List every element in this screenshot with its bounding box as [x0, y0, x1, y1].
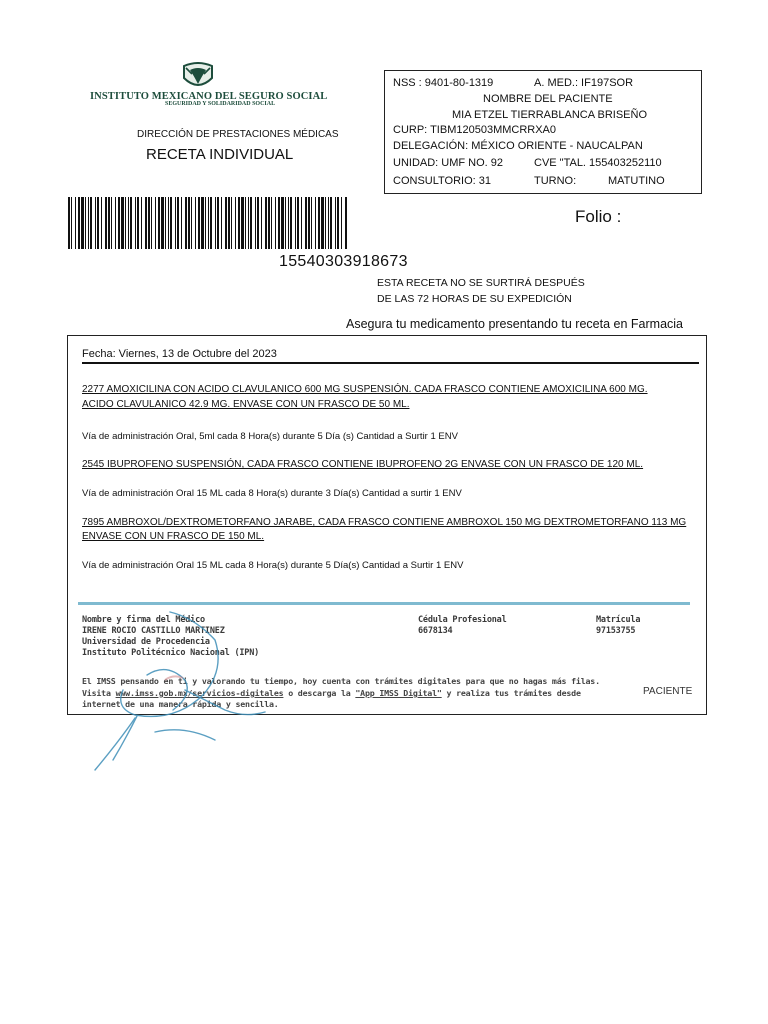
barcode-bar — [125, 197, 126, 249]
patient-name-label: NOMBRE DEL PACIENTE — [483, 93, 613, 105]
date-divider — [82, 362, 699, 364]
medication-2-instructions: Vía de administración Oral 15 ML cada 8 Hora(s) durante 3 Día(s) Cantidad a surtir 1 ENV — [82, 488, 462, 499]
barcode-bar — [108, 197, 110, 249]
curp-field: CURP: TIBM120503MMCRRXA0 — [393, 124, 557, 136]
barcode-bar — [191, 197, 192, 249]
barcode-bar — [97, 197, 99, 249]
unidad-field: UNIDAD: UMF NO. 92 — [393, 157, 504, 169]
imss-services-link[interactable]: www.imss.gob.mx/servicios-digitales — [115, 688, 284, 698]
barcode-bar — [278, 197, 280, 249]
institution-name: INSTITUTO MEXICANO DEL SEGURO SOCIAL — [90, 91, 328, 102]
barcode-bar — [85, 197, 86, 249]
barcode-bar — [137, 197, 139, 249]
barcode-bar — [257, 197, 259, 249]
digital-services-line3: internet de una manera rápida y sencilla. — [82, 699, 279, 709]
barcode-bar — [341, 197, 342, 249]
folio-number: 15540303918673 — [279, 253, 408, 270]
handwritten-signature — [75, 600, 275, 775]
barcode-bar — [250, 197, 252, 249]
barcode-bar — [78, 197, 80, 249]
barcode-bar — [95, 197, 96, 249]
barcode-bar — [311, 197, 312, 249]
barcode-bar — [201, 197, 204, 249]
barcode-bar — [337, 197, 339, 249]
medication-1-line2: ACIDO CLAVULANICO 42.9 MG. ENVASE CON UN FRASCO DE 50 ML. — [82, 399, 410, 410]
doctor-signature-label: Nombre y firma del Médico — [82, 615, 205, 625]
barcode-bar — [88, 197, 89, 249]
cve-field: CVE "TAL. 155403252110 — [534, 157, 662, 169]
barcode-bar — [238, 197, 240, 249]
matricula-label: Matrícula — [596, 615, 641, 625]
patient-info-box — [384, 70, 702, 194]
turno-label: TURNO: — [534, 175, 577, 187]
turno-value: MATUTINO — [608, 175, 665, 187]
barcode-bar — [245, 197, 246, 249]
barcode-bar — [217, 197, 219, 249]
barcode-bar — [168, 197, 169, 249]
barcode-bar — [308, 197, 310, 249]
medication-3-instructions: Vía de administración Oral 15 ML cada 8 Hora(s) durante 5 Día(s) Cantidad a Surtir 1 ENV — [82, 560, 464, 571]
barcode-bar — [297, 197, 299, 249]
barcode-bar — [241, 197, 244, 249]
barcode-bar — [68, 197, 70, 249]
barcode-bar — [265, 197, 267, 249]
barcode-bar — [228, 197, 230, 249]
doctor-university: Instituto Politécnico Nacional (IPN) — [82, 648, 260, 658]
barcode-bar — [318, 197, 320, 249]
barcode-bar — [71, 197, 72, 249]
barcode-bar — [325, 197, 326, 249]
a-med-field: A. MED.: IF197SOR — [534, 77, 634, 89]
barcode-bar — [221, 197, 222, 249]
barcode-bar — [328, 197, 329, 249]
barcode-bar — [295, 197, 296, 249]
barcode-bar — [198, 197, 200, 249]
barcode-bar — [271, 197, 272, 249]
barcode-bar — [235, 197, 236, 249]
barcode-bar — [290, 197, 292, 249]
barcode-bar — [128, 197, 129, 249]
barcode-bar — [261, 197, 262, 249]
barcode-bar — [75, 197, 76, 249]
barcode-bar — [105, 197, 107, 249]
barcode-bar — [185, 197, 187, 249]
barcode-bar — [135, 197, 136, 249]
barcode-bar — [345, 197, 347, 249]
vigencia-notice-line1: ESTA RECETA NO SE SURTIRÁ DESPUÉS — [377, 277, 585, 289]
footer-text-a: Visita — [82, 688, 116, 698]
patient-name: MIA ETZEL TIERRABLANCA BRISEÑO — [452, 109, 647, 121]
barcode-bar — [170, 197, 172, 249]
barcode-bar — [158, 197, 160, 249]
barcode-bar — [208, 197, 209, 249]
barcode-bar — [118, 197, 120, 249]
barcode-bar — [81, 197, 84, 249]
nss-field: NSS : 9401-80-1319 — [393, 77, 494, 89]
footer-text-c: y realiza tus trámites desde — [441, 688, 581, 698]
medication-1-instructions: Vía de administración Oral, 5ml cada 8 Hora(s) durante 5 Día (s) Cantidad a Surtir 1 ENV — [82, 431, 458, 442]
barcode-bar — [330, 197, 332, 249]
barcode-bar — [141, 197, 142, 249]
barcode-bar — [335, 197, 336, 249]
doctor-name: IRENE ROCIO CASTILLO MARTINEZ — [82, 626, 225, 636]
cedula-label: Cédula Profesional — [418, 615, 507, 625]
copy-label: PACIENTE — [643, 686, 693, 697]
barcode-bar — [111, 197, 112, 249]
barcode-bar — [301, 197, 302, 249]
barcode-bar — [268, 197, 270, 249]
barcode-bar — [130, 197, 132, 249]
barcode-bar — [101, 197, 102, 249]
delegacion-field: DELEGACIÓN: MÉXICO ORIENTE - NAUCALPAN — [393, 140, 643, 152]
barcode-bar — [315, 197, 316, 249]
matricula-number: 97153755 — [596, 626, 636, 636]
barcode-bar — [321, 197, 324, 249]
footer-text-b: o descarga la — [283, 688, 356, 698]
institution-subtitle: SEGURIDAD Y SOLIDARIDAD SOCIAL — [165, 101, 276, 107]
barcode-bar — [275, 197, 276, 249]
barcode-bar — [115, 197, 116, 249]
barcode-bar — [165, 197, 166, 249]
barcode-bar — [161, 197, 164, 249]
barcode-bar — [148, 197, 150, 249]
document-title: RECETA INDIVIDUAL — [146, 146, 294, 163]
barcode-bar — [181, 197, 182, 249]
barcode-bar — [305, 197, 307, 249]
prescription-date: Fecha: Viernes, 13 de Octubre del 2023 — [82, 348, 277, 360]
barcode-bar — [195, 197, 196, 249]
app-name: "App IMSS Digital" — [355, 688, 442, 698]
vigencia-notice-line2: DE LAS 72 HORAS DE SU EXPEDICIÓN — [377, 293, 572, 305]
medication-2-line1: 2545 IBUPROFENO SUSPENSIÓN, CADA FRASCO CONTIENE IBUPROFENO 2G ENVASE CON UN FRASCO DE 120 ML. — [82, 459, 644, 470]
barcode-bar — [90, 197, 92, 249]
digital-services-line1: El IMSS pensando en ti y valorando tu tiempo, hoy cuenta con trámites digitales para que no hagas más filas. — [82, 676, 600, 686]
university-label: Universidad de Procedencia — [82, 637, 210, 647]
barcode-bar — [151, 197, 152, 249]
barcode-bar — [285, 197, 286, 249]
barcode-bar — [145, 197, 147, 249]
barcode-bar — [281, 197, 284, 249]
cedula-number: 6678134 — [418, 626, 453, 636]
barcode-bar — [288, 197, 289, 249]
barcode-bar — [188, 197, 190, 249]
barcode-bar — [121, 197, 124, 249]
barcode-bar — [231, 197, 232, 249]
medication-1-line1: 2277 AMOXICILINA CON ACIDO CLAVULANICO 600 MG SUSPENSIÓN. CADA FRASCO CONTIENE AMOXICILINA 600 MG. — [82, 384, 648, 395]
medication-3-line2: ENVASE CON UN FRASCO DE 150 ML. — [82, 531, 265, 542]
medication-3-line1: 7895 AMBROXOL/DEXTROMETORFANO JARABE, CADA FRASCO CONTIENE AMBROXOL 150 MG DEXTROMETORFANO 113 MG — [82, 517, 687, 528]
barcode — [68, 197, 350, 249]
direccion-label: DIRECCIÓN DE PRESTACIONES MÉDICAS — [137, 129, 339, 140]
barcode-bar — [255, 197, 256, 249]
barcode-bar — [210, 197, 212, 249]
consultorio-field: CONSULTORIO: 31 — [393, 175, 492, 187]
pharmacy-notice: Asegura tu medicamento presentando tu receta en Farmacia — [346, 317, 683, 331]
barcode-bar — [248, 197, 249, 249]
barcode-bar — [175, 197, 176, 249]
barcode-bar — [205, 197, 206, 249]
barcode-bar — [215, 197, 216, 249]
barcode-bar — [177, 197, 179, 249]
barcode-bar — [225, 197, 227, 249]
barcode-bar — [155, 197, 156, 249]
folio-label: Folio : — [575, 207, 622, 226]
imss-eagle-emblem-icon — [180, 62, 216, 90]
